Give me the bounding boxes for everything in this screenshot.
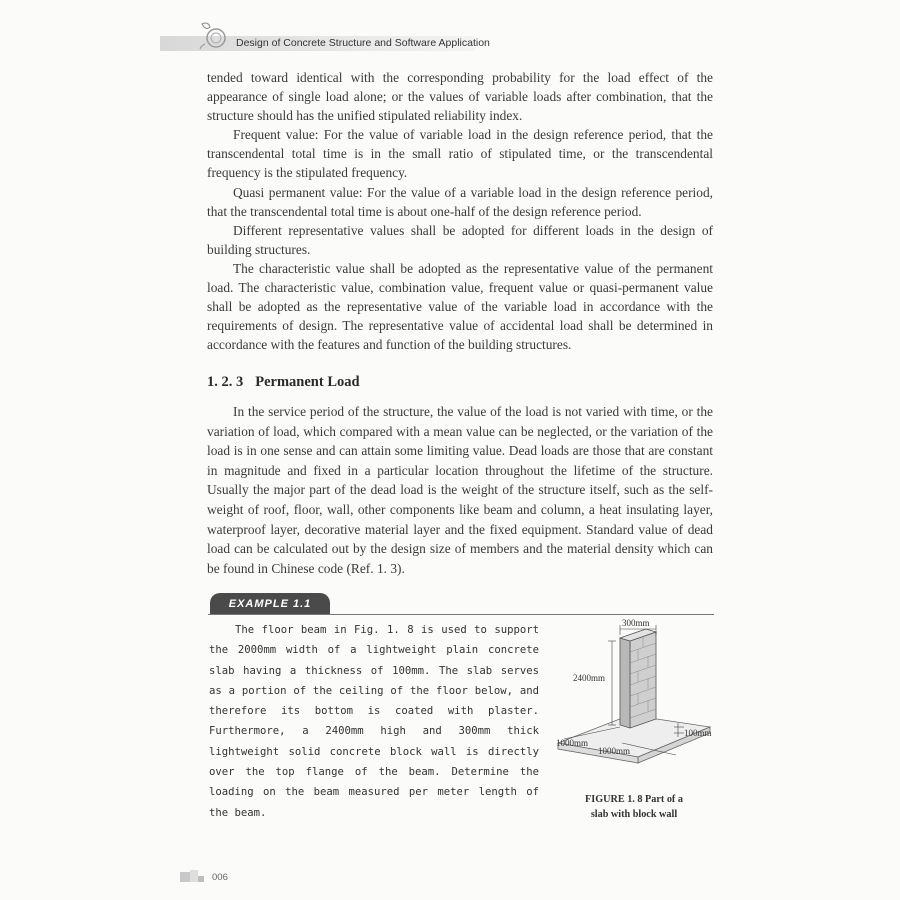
- dim-left-label: 1000mm: [556, 738, 589, 748]
- block-wall-shape: [620, 629, 656, 728]
- paragraph: In the service period of the structure, the value of the load is not varied with time, or the variation of load, which compared with a mean value can be neglected, or the variation of the load is in one sense and can attain some limiting value. Dead loads are those that are constant in magnitude and fixed in a particular location throughout the lifetime of the structure. Usually the major part of the dead load is the weight of the structure itself, such as the self-weight of roof, floor, wall, other components like beam and column, a heat insulating layer, waterproof layer, decorative material layer and the fixed equipment. Standard value of dead load can be calculated out by the design size of members and the material density which can be found in Chinese code (Ref. 1. 3).: [207, 404, 713, 576]
- header-logo-icon: [196, 18, 230, 52]
- page-number: 006: [212, 872, 228, 883]
- dim-width-label: 300mm: [622, 618, 650, 628]
- body-text: [207, 68, 713, 354]
- paragraph: The characteristic value shall be adopted as the representative value of the permanent load. The characteristic value, combination value, frequent value or quasi-permanent value shall be adopted as the representative value of the variable load in accordance with the requirements of design. The representative value of accidental load shall be determined in accordance with the features and function of the building structures.: [207, 260, 713, 353]
- example-paragraph: The floor beam in Fig. 1. 8 is used to support the 2000mm width of a lightweight plain concrete slab having a thickness of 100mm. The slab serves as a portion of the ceiling of the floor below, and therefore its bottom is coated with plaster. Furthermore, a 2400mm high and 300mm thick lightweight solid concrete block wall is directly over the top flange of the beam. Determine the loading on the beam measured per meter length of the beam.: [209, 624, 539, 819]
- running-header-title: Design of Concrete Structure and Software Application: [236, 37, 490, 49]
- footer-mark-icon: [178, 868, 208, 886]
- figure-caption: [560, 792, 708, 822]
- paragraph: tended toward identical with the corresponding probability for the load effect of the appearance of single load alone; or the values of variable loads after combination, that the structure should has the unified stipulated reliability index.: [207, 70, 713, 124]
- dim-thickness-label: 100mm: [684, 728, 712, 738]
- slab-wall-figure: [550, 615, 720, 765]
- paragraph: Quasi permanent value: For the value of a variable load in the design reference period, that the transcendental total time is about one-half of the design reference period.: [207, 184, 713, 219]
- example-label: EXAMPLE 1.1: [210, 593, 330, 615]
- section-body: [207, 402, 713, 578]
- example-text: [209, 620, 539, 823]
- paragraph: Frequent value: For the value of variable load in the design reference period, that the transcendental total time is in the small ratio of stipulated time, or the transcendental frequency is the stipulated frequency.: [207, 127, 713, 181]
- figure-caption-line1: FIGURE 1. 8 Part of a: [585, 794, 683, 805]
- section-heading: [207, 374, 360, 391]
- dim-height-label: 2400mm: [573, 673, 606, 683]
- paragraph: Different representative values shall be adopted for different loads in the design of building structures.: [207, 222, 713, 257]
- figure-caption-line2: slab with block wall: [590, 809, 678, 820]
- dim-right-label: 1000mm: [598, 746, 631, 756]
- section-title: Permanent Load: [255, 374, 360, 390]
- section-number: 1. 2. 3: [207, 374, 244, 390]
